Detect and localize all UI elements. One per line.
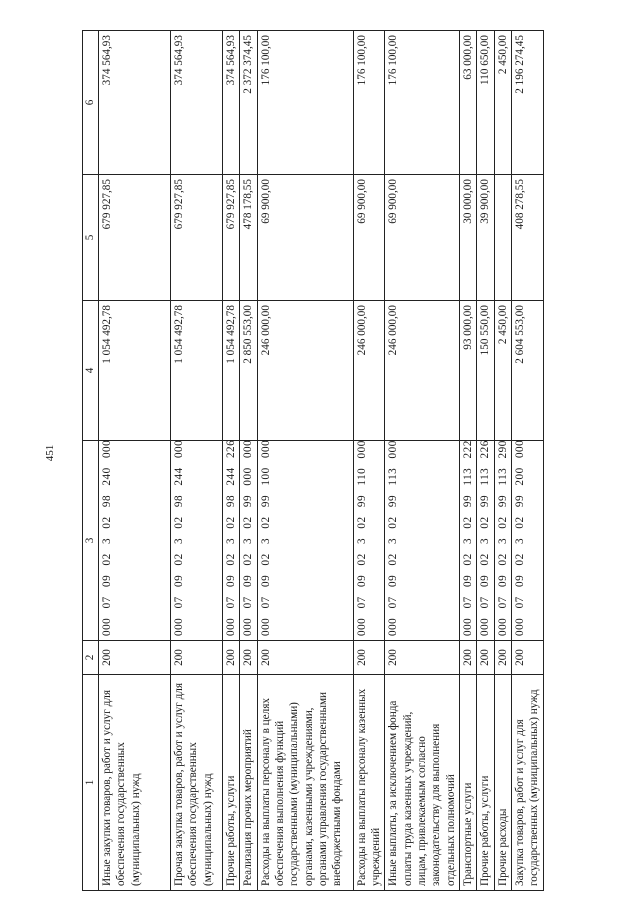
header-cell: 5 bbox=[83, 175, 99, 301]
row-approved: 2 450,00 bbox=[494, 301, 511, 441]
row-budget-code: 000 07 09 02 3 02 99 113 290 bbox=[494, 441, 511, 641]
row-name: Расходы на выплаты персоналу казенных учреждений bbox=[353, 675, 385, 891]
row-name: Расходы на выплаты персоналу в целях обеспечения выполнения функций государственными (муниципальными) органами, казенными учреждениями, органами управления государственными внебюджетными фондами bbox=[257, 675, 353, 891]
budget-table-sheet bbox=[82, 31, 570, 891]
row-budget-code: 000 07 09 02 3 02 99 000 000 bbox=[240, 441, 257, 641]
table-row bbox=[99, 31, 171, 891]
table-row bbox=[353, 31, 385, 891]
table-row bbox=[477, 31, 494, 891]
table-row bbox=[240, 31, 257, 891]
row-unexecuted: 110 650,00 bbox=[477, 31, 494, 175]
row-line-code: 200 bbox=[223, 641, 240, 675]
row-approved: 1 054 492,78 bbox=[171, 301, 223, 441]
row-executed bbox=[494, 175, 511, 301]
row-budget-code: 000 07 09 02 3 02 99 113 226 bbox=[477, 441, 494, 641]
row-unexecuted: 2 196 274,45 bbox=[511, 31, 543, 175]
row-budget-code: 000 07 09 02 3 02 99 113 222 bbox=[459, 441, 476, 641]
row-line-code: 200 bbox=[494, 641, 511, 675]
row-executed: 30 000,00 bbox=[459, 175, 476, 301]
row-name: Транспортные услуги bbox=[459, 675, 476, 891]
table-row bbox=[171, 31, 223, 891]
row-line-code: 200 bbox=[459, 641, 476, 675]
row-name: Реализация прочих мероприятий bbox=[240, 675, 257, 891]
row-budget-code: 000 07 09 02 3 02 98 240 000 bbox=[99, 441, 171, 641]
row-approved: 246 000,00 bbox=[385, 301, 460, 441]
table-row bbox=[459, 31, 476, 891]
row-approved: 150 550,00 bbox=[477, 301, 494, 441]
row-budget-code: 000 07 09 02 3 02 98 244 226 bbox=[223, 441, 240, 641]
table-row bbox=[494, 31, 511, 891]
header-cell: 3 bbox=[83, 441, 99, 641]
row-budget-code: 000 07 09 02 3 02 99 113 000 bbox=[385, 441, 460, 641]
row-executed: 39 900,00 bbox=[477, 175, 494, 301]
row-line-code: 200 bbox=[171, 641, 223, 675]
header-row bbox=[83, 31, 99, 891]
row-executed: 69 900,00 bbox=[385, 175, 460, 301]
row-unexecuted: 374 564,93 bbox=[223, 31, 240, 175]
row-approved: 246 000,00 bbox=[257, 301, 353, 441]
row-line-code: 200 bbox=[240, 641, 257, 675]
row-unexecuted: 176 100,00 bbox=[353, 31, 385, 175]
row-unexecuted: 374 564,93 bbox=[99, 31, 171, 175]
row-name: Закупка товаров, работ и услуг для государственных (муниципальных) нужд bbox=[511, 675, 543, 891]
row-approved: 246 000,00 bbox=[353, 301, 385, 441]
row-budget-code: 000 07 09 02 3 02 99 110 000 bbox=[353, 441, 385, 641]
row-approved: 1 054 492,78 bbox=[223, 301, 240, 441]
table-row bbox=[385, 31, 460, 891]
row-unexecuted: 374 564,93 bbox=[171, 31, 223, 175]
row-name: Прочие работы, услуги bbox=[477, 675, 494, 891]
row-approved: 2 850 553,00 bbox=[240, 301, 257, 441]
row-name: Прочие расходы bbox=[494, 675, 511, 891]
row-unexecuted: 176 100,00 bbox=[257, 31, 353, 175]
row-executed: 408 278,55 bbox=[511, 175, 543, 301]
table-row bbox=[223, 31, 240, 891]
header-cell: 2 bbox=[83, 641, 99, 675]
table-row bbox=[257, 31, 353, 891]
row-unexecuted: 63 000,00 bbox=[459, 31, 476, 175]
row-line-code: 200 bbox=[511, 641, 543, 675]
row-budget-code: 000 07 09 02 3 02 98 244 000 bbox=[171, 441, 223, 641]
row-name: Прочая закупка товаров, работ и услуг для обеспечения государственных (муниципальных) нужд bbox=[171, 675, 223, 891]
row-executed: 679 927,85 bbox=[171, 175, 223, 301]
row-executed: 69 900,00 bbox=[257, 175, 353, 301]
row-executed: 478 178,55 bbox=[240, 175, 257, 301]
row-executed: 69 900,00 bbox=[353, 175, 385, 301]
row-approved: 2 604 553,00 bbox=[511, 301, 543, 441]
row-unexecuted: 2 450,00 bbox=[494, 31, 511, 175]
row-line-code: 200 bbox=[385, 641, 460, 675]
row-unexecuted: 176 100,00 bbox=[385, 31, 460, 175]
row-unexecuted: 2 372 374,45 bbox=[240, 31, 257, 175]
row-line-code: 200 bbox=[99, 641, 171, 675]
header-cell: 1 bbox=[83, 675, 99, 891]
table-row bbox=[511, 31, 543, 891]
row-executed: 679 927,85 bbox=[223, 175, 240, 301]
row-name: Прочие работы, услуги bbox=[223, 675, 240, 891]
row-approved: 1 054 492,78 bbox=[99, 301, 171, 441]
row-name: Иные закупки товаров, работ и услуг для обеспечения государственных (муниципальных) нужд bbox=[99, 675, 171, 891]
row-line-code: 200 bbox=[477, 641, 494, 675]
budget-table bbox=[82, 30, 544, 891]
row-budget-code: 000 07 09 02 3 02 99 200 000 bbox=[511, 441, 543, 641]
row-name: Иные выплаты, за исключением фонда оплаты труда казенных учреждений, лицам, привлекаемым согласно законодательству для выполнения отдельных полномочий bbox=[385, 675, 460, 891]
header-cell: 6 bbox=[83, 31, 99, 175]
row-executed: 679 927,85 bbox=[99, 175, 171, 301]
header-cell: 4 bbox=[83, 301, 99, 441]
row-line-code: 200 bbox=[353, 641, 385, 675]
row-line-code: 200 bbox=[257, 641, 353, 675]
page-number: 451 bbox=[44, 444, 56, 462]
row-approved: 93 000,00 bbox=[459, 301, 476, 441]
row-budget-code: 000 07 09 02 3 02 99 100 000 bbox=[257, 441, 353, 641]
